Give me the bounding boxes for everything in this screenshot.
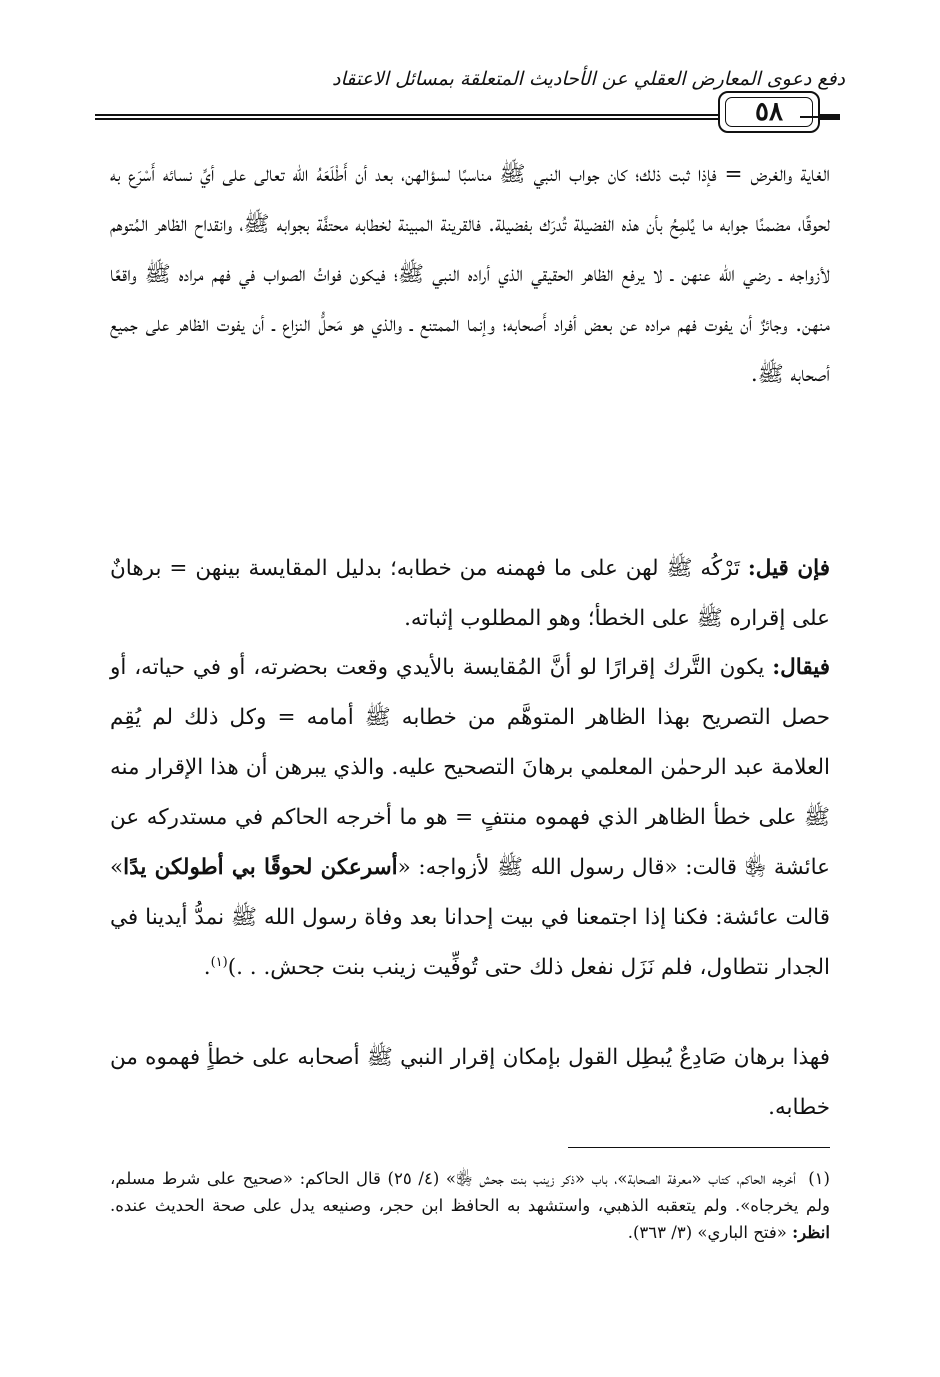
- paragraph-3-text-b: » قالت عائشة: فكنا إذا اجتمعنا في بيت إحدانا بعد وفاة رسول الله ﷺ نمدُّ أيدينا في الجدار نتطاول، فلم نَزَل نفعل ذلك حتى تُوفِّيت زينب بنت جحش. . .): [110, 855, 830, 980]
- paragraph-4-text: فهذا برهان صَادِعٌ يُبطِل القول بإمكان إقرار النبي ﷺ أصحابه على خطأٍ فهموه من خطابه.: [110, 1045, 830, 1120]
- footnote: [110, 1165, 830, 1246]
- page-number-dash: [800, 116, 840, 118]
- footnote-text-a: أخرجه الحاكم، كتاب «معرفة الصحابة»، باب «ذكر زينب بنت جحش ﵂» (٤/ ٢٥) قال الحاكم: «صحيح على شرط مسلم، ولم يخرجاه». ولم يتعقبه الذهبي، واستشهد به الحافظ ابن حجر، وصنيعه يدل على صحة الحديث عنده.: [110, 1169, 830, 1215]
- paragraph-3-end: .: [203, 955, 211, 980]
- paragraph-3: [110, 643, 830, 993]
- paragraph-2-text: تَرْكُه ﷺ لهن على ما فهمنه من خطابه؛ بدليل المقايسة بينهن = برهانٌ على إقراره ﷺ على الخطأ؛ وهو المطلوب إثباته.: [110, 556, 830, 631]
- page-number: ٥٨: [755, 97, 783, 127]
- paragraph-1-text: الغاية والغرض = فإذا ثبت ذلك؛ كان جواب النبي ﷺ مناسبًا لسؤالهن، بعد أن أَطْلَعَهُ الله تعالى على أيِّ نسائه أَسْرَع به لحوقًا، مضمنًا جوابه ما يُلمِحُ بأن هذه الفضيلة تُدرَك بفضيلة. فالقرينة المبينة لخطابه محتفَّة بجوابه ﷺ، وانقداح الظاهر المُتوهم لأزواجه ـ رضي الله عنهن ـ لا يرفع الظاهر الحقيقي الذي أراده النبي ﷺ؛ فيكون فواتُ الصواب في فهم مراده ﷺ واقعًا منهن. وجائزٌ أن يفوت فهم مراده عن بعض أفراد أَصحابه؛ وإنما الممتنع ـ والذي هو مَحلُّ النزاع ـ أن يفوت الظاهر على جميع أصحابه ﷺ.: [110, 162, 830, 387]
- page-number-frame: [718, 91, 820, 133]
- paragraph-2: [110, 544, 830, 644]
- footnote-see-label: انظر:: [792, 1223, 830, 1242]
- footnote-separator: [568, 1147, 830, 1148]
- paragraph-2-lead: فإن قيل:: [747, 556, 830, 581]
- hadith-quote: أسرعكن لحوقًا بي أطولكن يدًا: [123, 855, 398, 880]
- paragraph-3-lead: فيقال:: [772, 655, 830, 680]
- footnote-text-b: «فتح الباري» (٣/ ٣٦٣).: [627, 1223, 793, 1242]
- footnote-number: (١): [808, 1169, 830, 1188]
- running-header-title: دفع دعوى المعارض العقلي عن الأحاديث المتعلقة بمسائل الاعتقاد: [332, 68, 845, 90]
- paragraph-1: [110, 150, 830, 400]
- paragraph-3-text-a: يكون التَّرك إقرارًا لو أنَّ المُقايسة بالأيدي وقعت بحضرته، أو في حياته، أو حصل التصريح بهذا الظاهر المتوهَّم من خطابه ﷺ أمامه = وكل ذلك لم يُقِم العلامة عبد الرحمٰن المعلمي برهانَ التصحيح عليه. والذي يبرهن أن هذا الإقرار منه ﷺ على خطأ الظاهر الذي فهموه منتفٍ = هو ما أخرجه الحاكم في مستدركه عن عائشة ﵂ قالت: «قال رسول الله ﷺ لأزواجه: «: [110, 655, 830, 880]
- footnote-reference[interactable]: (١): [210, 954, 228, 970]
- paragraph-4: [110, 1033, 830, 1133]
